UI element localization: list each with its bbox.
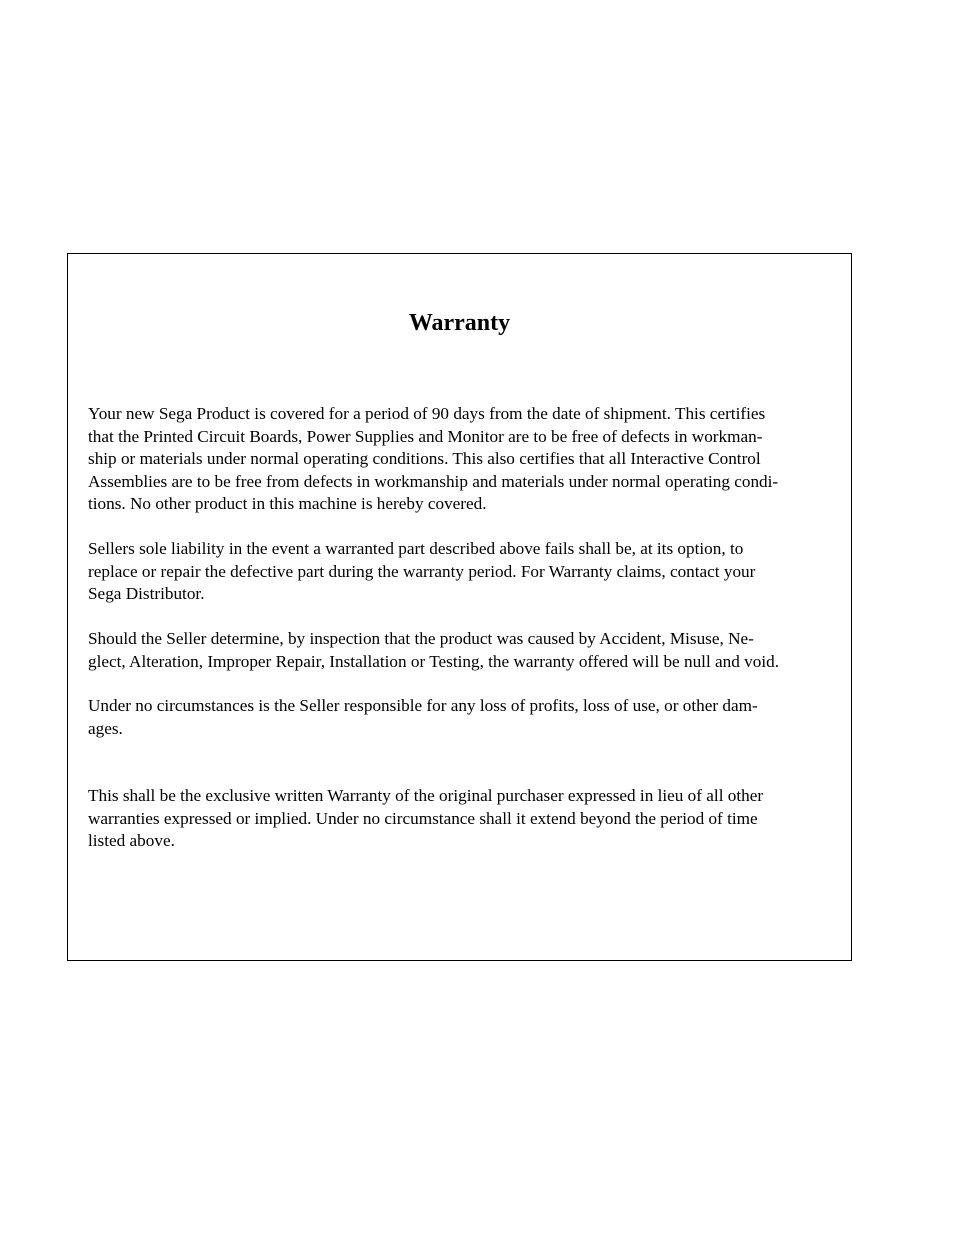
paragraph-damages bbox=[88, 695, 848, 740]
text-line: ship or materials under normal operating conditions. This also certifies that all Interactive Control bbox=[88, 449, 761, 468]
text-line: Assemblies are to be free from defects in workmanship and materials under normal operating condi- bbox=[88, 471, 779, 491]
text-line: Your new Sega Product is covered for a period of 90 days from the date of shipment. This certifies bbox=[88, 404, 766, 423]
text-line: This shall be the exclusive written Warranty of the original purchaser expressed in lieu of all other bbox=[88, 786, 764, 805]
text-line: tions. No other product in this machine is hereby covered. bbox=[88, 494, 487, 513]
paragraph-liability bbox=[88, 538, 848, 606]
text-line: Sellers sole liability in the event a warranted part described above fails shall be, at its option, to bbox=[88, 539, 744, 558]
text-line: Sega Distributor. bbox=[88, 584, 205, 603]
warranty-box bbox=[67, 253, 852, 961]
text-line: glect, Alteration, Improper Repair, Installation or Testing, the warranty offered will be null and void. bbox=[88, 651, 779, 671]
paragraph-exclusions bbox=[88, 628, 848, 673]
text-line: Should the Seller determine, by inspection that the product was caused by Accident, Misuse, Ne- bbox=[88, 629, 754, 648]
paragraph-exclusive-warranty bbox=[88, 785, 848, 853]
text-line: Under no circumstances is the Seller responsible for any loss of profits, loss of use, or other dam- bbox=[88, 696, 758, 715]
text-line: replace or repair the defective part during the warranty period. For Warranty claims, contact your bbox=[88, 561, 756, 581]
paragraph-coverage bbox=[88, 403, 848, 516]
text-line: warranties expressed or implied. Under no circumstance shall it extend beyond the period of time bbox=[88, 808, 758, 828]
page-title: Warranty bbox=[408, 310, 511, 336]
text-line: listed above. bbox=[88, 831, 175, 850]
text-line: that the Printed Circuit Boards, Power Supplies and Monitor are to be free of defects in workman- bbox=[88, 426, 763, 446]
text-line: ages. bbox=[88, 718, 123, 738]
